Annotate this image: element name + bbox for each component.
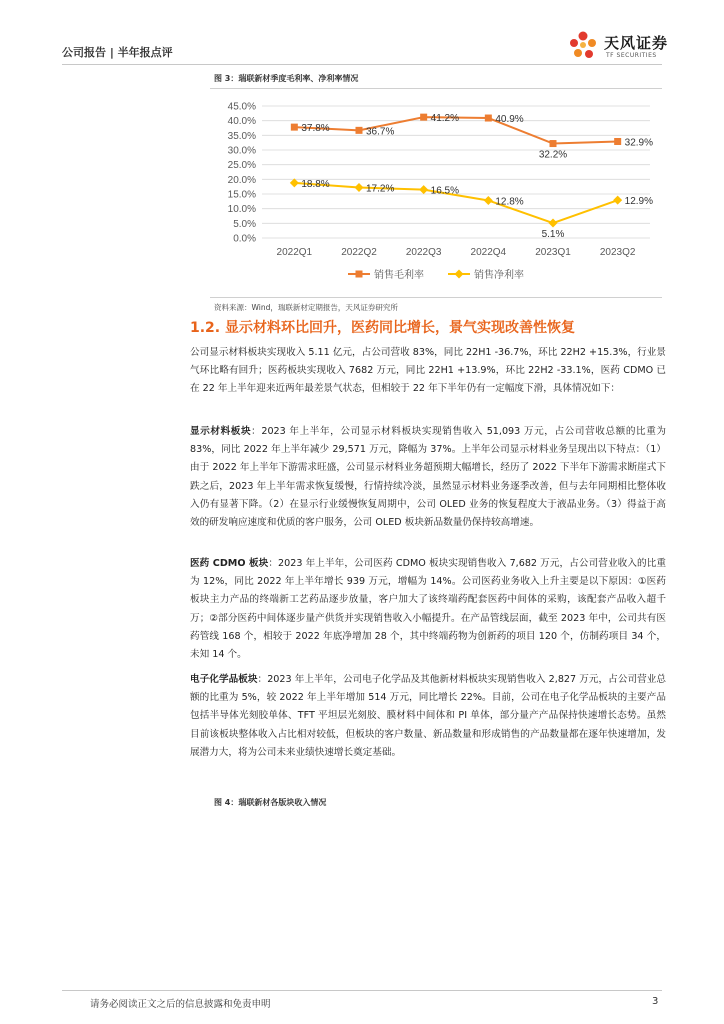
y-tick-label: 35.0% [227, 130, 256, 142]
figure-3-bottom-rule [210, 297, 662, 298]
data-label: 12.9% [624, 196, 654, 208]
x-tick-label: 2022Q4 [470, 247, 507, 258]
data-point [356, 127, 363, 134]
electronic-chemicals-paragraph [190, 671, 666, 762]
data-point [291, 124, 298, 131]
legend-label: 销售净利率 [474, 270, 524, 281]
data-label: 16.5% [430, 185, 460, 197]
data-label: 17.2% [366, 183, 395, 195]
data-label: 32.9% [624, 137, 654, 149]
display-materials-lead: 显示材料板块 [190, 426, 252, 437]
figure-3-source: 资料来源：Wind，瑞联新材定期报告，天风证券研究所 [214, 303, 398, 312]
legend-label: 销售毛利率 [374, 270, 424, 281]
data-point [614, 138, 621, 145]
data-point [419, 185, 428, 194]
intro-paragraph: 公司显示材料板块实现收入 5.11 亿元，占公司营收 83%，同比 22H1 -36.7%，环比 22H2 +15.3%，行业景气环比略有回升；医药板块实现收入 7682 万元，同比 22H1 +13.9%，环比 22H2 -33.1%，医药 CDMO 已在 22 年上半年迎来近两年最差景气状态，但相较于 22 年下半年仍有一定幅度下滑，具体情况如下： [190, 347, 666, 395]
report-category: 公司报告 | 半年报点评 [62, 46, 173, 59]
electronic-chemicals-lead: 电子化学品板块 [190, 674, 258, 685]
x-tick-label: 2022Q3 [405, 247, 442, 258]
footer-divider [62, 990, 662, 991]
data-label: 32.2% [538, 149, 568, 161]
display-materials-body: ：2023 年上半年，公司显示材料板块实现销售收入 51,093 万元，占公司营收总额的比重为 83%，同比 2022 年上半年减少 29,571 万元，降幅为 37%。上半年公司显示材料业务呈现出以下特点：（1）由于 2022 年上半年下游需求旺盛，公司显示材料业务超预期大幅增长，经历了 2022 下半年下游需求断崖式下跌之后，2023 年上半年需求恢复缓慢，行情持续冷淡，虽然显示材料业务逐季改善，但与去年同期相比整体收入仍有显著下降。（2）在显示行业缓慢恢复周期中，公司 OLED 业务的恢复程度大于液晶业务。（3）得益于高效的研发响应速度和优质的客户服务，公司 OLED 板块新品数量仍保持较高增速。 [190, 426, 666, 529]
figure-3-top-rule [210, 88, 662, 89]
brand-subtitle: TF SECURITIES [606, 52, 657, 59]
data-point [420, 114, 427, 121]
y-tick-label: 25.0% [227, 160, 256, 172]
y-tick-label: 30.0% [227, 145, 256, 157]
y-tick-label: 15.0% [227, 189, 256, 201]
data-point [355, 183, 364, 192]
figure-4-title: 图 4：瑞联新材各版块收入情况 [214, 798, 327, 807]
data-label: 37.8% [301, 123, 330, 135]
data-label: 40.9% [495, 114, 524, 126]
y-tick-label: 10.0% [227, 204, 256, 216]
figure-3-title: 图 3：瑞联新材季度毛利率、净利率情况 [214, 74, 359, 83]
footer-disclaimer: 请务必阅读正文之后的信息披露和免责申明 [90, 999, 271, 1010]
display-materials-paragraph [190, 423, 666, 532]
data-label: 41.2% [430, 113, 460, 125]
margin-line-chart [210, 92, 662, 292]
header-divider [62, 64, 662, 65]
page-number: 3 [652, 996, 659, 1007]
data-point [484, 196, 493, 205]
legend-marker [356, 271, 363, 278]
x-tick-label: 2022Q2 [341, 247, 377, 258]
electronic-chemicals-body: ：2023 年上半年，公司电子化学品及其他新材料板块实现销售收入 2,827 万元，占公司营业总额的比重为 5%，较 2022 年上半年增加 514 万元，同比增长 22%。目前，公司在电子化学品板块的主要产品包括半导体光刻胶单体、TFT 平坦层光刻胶、膜材料中间体和 PI 单体，部分量产产品保持快速增长态势。虽然目前该板块整体收入占比相对较低，但板块的客户数量、新品数量和形成销售的产品数量都在逐年快速增加，发展潜力大，将为公司未来业绩快速增长奠定基础。 [190, 674, 667, 758]
data-point [549, 219, 558, 228]
data-point [550, 140, 557, 147]
pharma-cdmo-body: ：2023 年上半年，公司医药 CDMO 板块实现销售收入 7,682 万元，占公司营业收入的比重为 12%，同比 2022 年上半年增长 939 万元，增幅为 14%。公司医药业务收入上升主要是以下原因：①医药板块主力产品的终端新工艺药品逐步放量，客户加大了该终端药配套医药中间体的采购，该配套产品收入超千万；②部分医药中间体逐步量产供货并实现销售收入小幅提升。在产品管线层面，截至 2023 年中，公司共有医药管线 168 个，相较于 2022 年底净增加 28 个，其中终端药物为创新药的项目 120 个，仿制药项目 34 个，未知 14 个。 [190, 558, 667, 661]
y-tick-label: 20.0% [227, 174, 256, 186]
pharma-cdmo-paragraph [190, 555, 666, 664]
brand-logo [566, 28, 686, 62]
brand-logo-icon [566, 28, 600, 62]
x-tick-label: 2023Q1 [535, 247, 571, 258]
x-tick-label: 2022Q1 [276, 247, 313, 258]
data-label: 36.7% [366, 126, 395, 138]
brand-name: 天风证券 [604, 34, 669, 52]
x-tick-label: 2023Q2 [599, 247, 636, 258]
y-tick-label: 40.0% [227, 116, 256, 128]
data-point [613, 196, 622, 205]
y-tick-label: 0.0% [233, 233, 256, 245]
y-tick-label: 45.0% [227, 101, 256, 113]
section-title: 1.2. 显示材料环比回升，医药同比增长，景气实现改善性恢复 [190, 320, 575, 336]
data-point [485, 115, 492, 122]
data-label: 18.8% [301, 178, 330, 190]
legend-marker [455, 270, 464, 279]
pharma-cdmo-lead: 医药 CDMO 板块 [190, 558, 269, 569]
data-label: 12.8% [495, 196, 524, 208]
y-tick-label: 5.0% [233, 218, 256, 230]
data-label: 5.1% [541, 229, 565, 241]
